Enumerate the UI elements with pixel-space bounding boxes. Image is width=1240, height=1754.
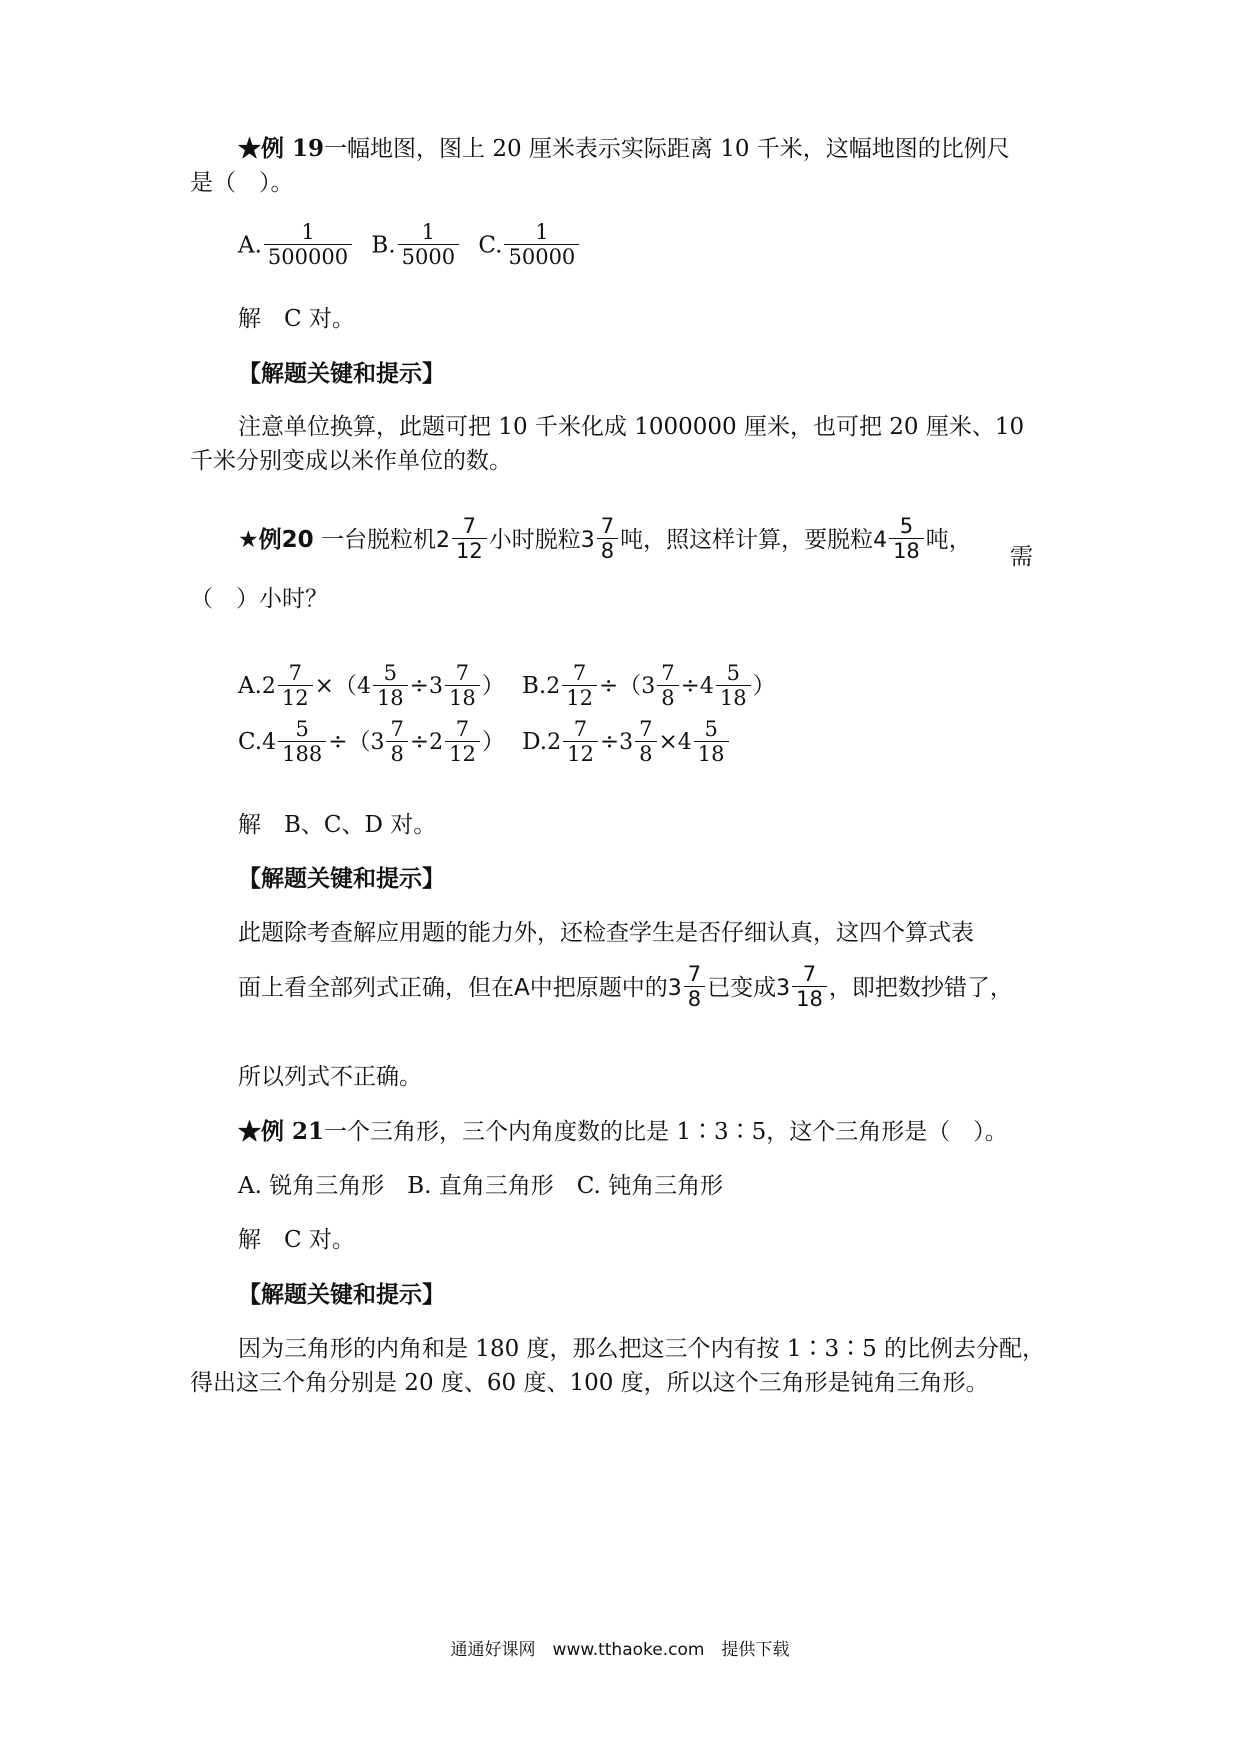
ex19-title: ★例 19 <box>238 135 325 162</box>
ex19-option-a: A. $\frac{1}{500000}$ <box>238 222 354 271</box>
ex19-hint-line1: 注意单位换算，此题可把 10 千米化成 1000000 厘米，也可把 20 厘米、10 <box>238 414 1025 440</box>
ex19-key-heading: 【解题关键和提示】 <box>238 360 445 387</box>
ex21-options: A. 锐角三角形 B. 直角三角形 C. 钝角三角形 <box>238 1173 724 1199</box>
ex21-hint-line1: 因为三角形的内角和是 180 度，那么把这三个内有按 1∶3∶5 的比例去分配， <box>238 1336 1046 1362</box>
ex21-hint-line2: 得出这三个角分别是 20 度、60 度、100 度，所以这个三角形是钝角三角形。 <box>190 1370 989 1396</box>
ex19-text1: 一幅地图，图上 20 厘米表示实际距离 10 千米，这幅地图的比例尺 <box>324 136 1010 162</box>
ex20-option-c: C.4 $\frac{5}{188}$ ÷（3 $\frac{7}{8}$ ÷2 $\frac{7}{12}$ ） <box>238 716 505 766</box>
ex20-hint-line2: 面上看全部列式正确，但在A中把原题中的3 $\frac{7}{8}$ 已变成3 $\frac{7}{18}$ ，即把数抄错了， <box>238 962 1013 1011</box>
ex20-line2: （ ）小时？ <box>190 586 328 612</box>
ex21-answer: 解 C 对。 <box>238 1227 355 1253</box>
ex19-hint-line2: 千米分别变成以米作单位的数。 <box>190 448 512 474</box>
page-footer: 通通好课网 www.tthaoke.com 提供下载 <box>450 1640 790 1660</box>
ex21-line1 <box>238 1115 1008 1149</box>
ex21-text: 一个三角形，三个内角度数的比是 1∶3∶5，这个三角形是（ ）。 <box>324 1119 1008 1145</box>
ex20-option-d: D.2 $\frac{7}{12}$ ÷3 $\frac{7}{8}$ ×4 $\frac{5}{18}$ <box>522 714 730 771</box>
ex20-option-a: A.2 $\frac{7}{12}$ ×（4 $\frac{5}{18}$ ÷3 $\frac{7}{18}$ ） <box>238 660 505 710</box>
ex19-options <box>238 222 591 271</box>
ex20-line1: ★例20 一台脱粒机2 $\frac{7}{12}$ 小时脱粒3 $\frac{7}{8}$ 吨，照这样计算，要脱粒4 $\frac{5}{18}$ 吨， <box>238 514 972 563</box>
ex19-option-b: B. $\frac{1}{5000}$ <box>371 222 461 271</box>
ex20-hint-line1: 此题除考查解应用题的能力外，还检查学生是否仔细认真，这四个算式表 <box>238 920 974 946</box>
ex20-line1-tail: 需 <box>1010 544 1033 570</box>
ex20-answer: 解 B、C、D 对。 <box>238 812 437 838</box>
ex19-option-c: C. $\frac{1}{50000}$ <box>478 222 581 271</box>
ex20-key-heading: 【解题关键和提示】 <box>238 865 445 892</box>
ex19-answer: 解 C 对。 <box>238 306 355 332</box>
ex19-line2: 是（ ）。 <box>190 170 294 196</box>
ex21-title: ★例 21 <box>238 1118 325 1145</box>
ex19-line1 <box>238 132 1010 166</box>
ex20-options-row1 <box>238 658 786 715</box>
ex21-key-heading: 【解题关键和提示】 <box>238 1281 445 1308</box>
ex20-options-row2 <box>238 714 741 771</box>
ex20-hint-line3: 所以列式不正确。 <box>238 1064 422 1090</box>
ex20-option-b: B.2 $\frac{7}{12}$ ÷（3 $\frac{7}{8}$ ÷4 $\frac{5}{18}$ ） <box>522 660 776 710</box>
ex20-title: ★例20 <box>238 527 314 553</box>
